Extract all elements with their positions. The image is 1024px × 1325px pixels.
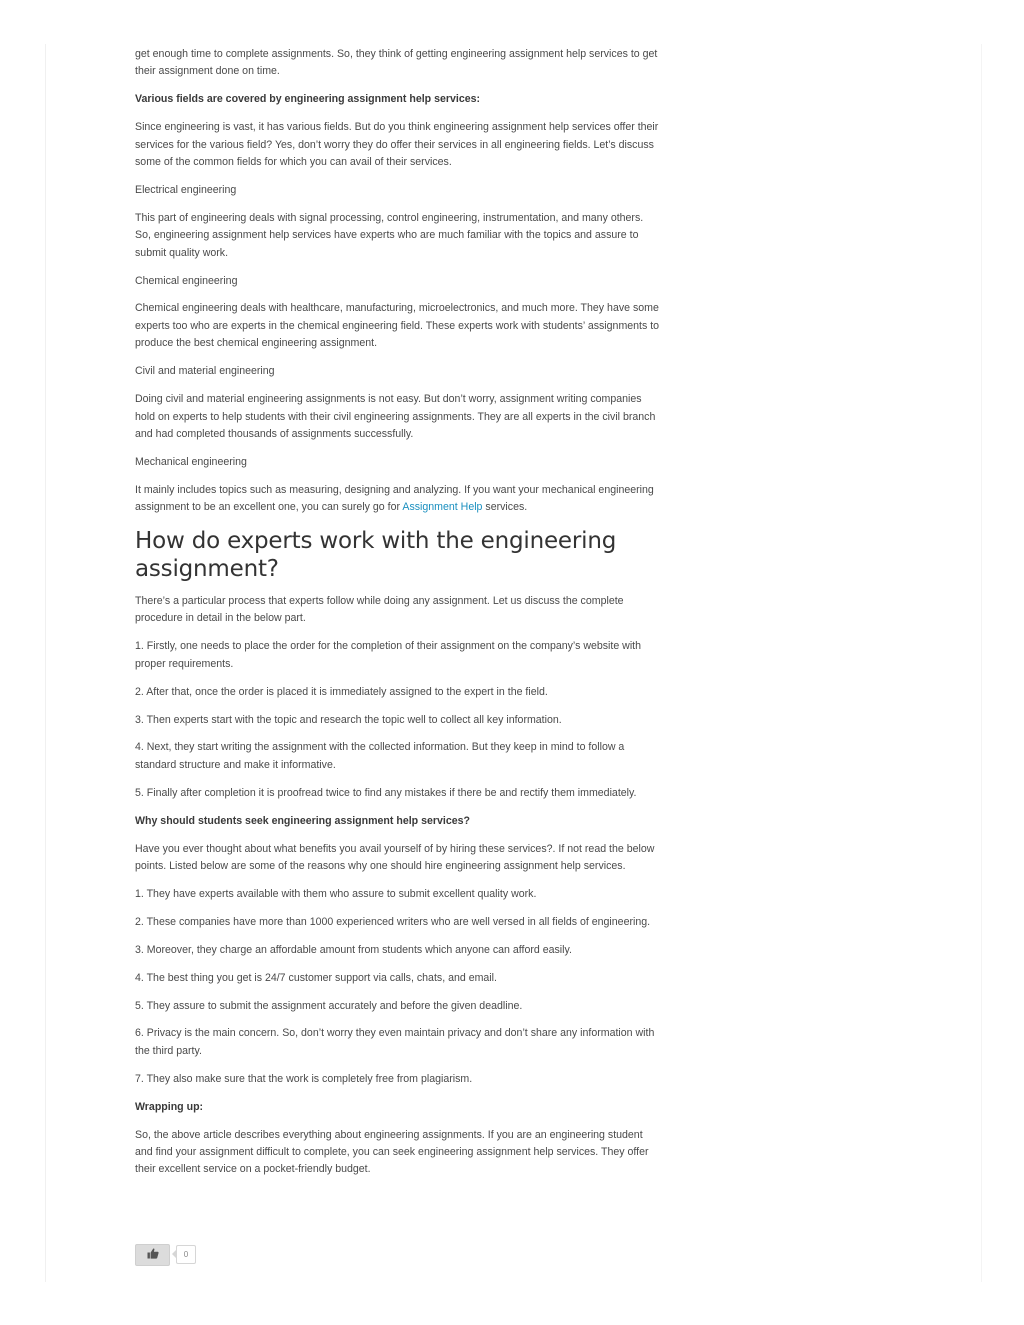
- how-heading: How do experts work with the engineering assignment?: [135, 528, 617, 583]
- chemical-text: Chemical engineering deals with healthcare, manufacturing, microelectronics, and much more. They have some experts too who are experts in the chemical engineering field. These experts work with students’ assignments to produce the best chemical engineering assignment.: [135, 302, 660, 350]
- like-count-wrapper: [176, 1245, 196, 1264]
- chemical-title: Chemical engineering: [135, 274, 238, 287]
- mechanical-text: [135, 482, 660, 517]
- reason-item: 6. Privacy is the main concern. So, don’t worry they even maintain privacy and don’t share any information with the third party.: [135, 1027, 655, 1057]
- reason-item: 4. The best thing you get is 24/7 customer support via calls, chats, and email.: [135, 971, 497, 984]
- mechanical-text-before: It mainly includes topics such as measuring, designing and analyzing. If you want your mechanical engineering assignment to be an excellent one, you can surely go for: [135, 483, 654, 514]
- like-bar: [135, 1244, 196, 1265]
- electrical-title: Electrical engineering: [135, 183, 237, 196]
- step-item: 5. Finally after completion it is proofread twice to find any mistakes if there be and rectify them immediately.: [135, 786, 637, 799]
- article-body: [135, 46, 660, 1189]
- why-intro: Have you ever thought about what benefits you avail yourself of by hiring these services?. If not read the below points. Listed below are some of the reasons why one should hire engineering assignment help services.: [135, 842, 655, 872]
- assignment-help-link[interactable]: Assignment Help: [402, 501, 483, 514]
- wrap-heading: Wrapping up:: [135, 1100, 204, 1113]
- paragraph-intro: get enough time to complete assignments. So, they think of getting engineering assignment help services to get their assignment done on time.: [135, 48, 658, 78]
- step-item: 2. After that, once the order is placed it is immediately assigned to the expert in the field.: [135, 685, 548, 698]
- mechanical-title: Mechanical engineering: [135, 455, 247, 468]
- reason-item: 2. These companies have more than 1000 experienced writers who are well versed in all fields of engineering.: [135, 915, 651, 928]
- step-item: 1. Firstly, one needs to place the order for the completion of their assignment on the company’s website with proper requirements.: [135, 640, 642, 670]
- thumbs-up-icon: [147, 1246, 159, 1264]
- wrap-text: So, the above article describes everything about engineering assignments. If you are an engineering student and find your assignment difficult to complete, you can seek engineering assignment help services. They offer their excellent service on a pocket-friendly budget.: [135, 1128, 649, 1176]
- why-heading: Why should students seek engineering assignment help services?: [135, 814, 470, 827]
- step-item: 4. Next, they start writing the assignment with the collected information. But they keep in mind to follow a standard structure and make it informative.: [135, 741, 625, 771]
- civil-text: Doing civil and material engineering assignments is not easy. But don’t worry, assignment writing companies hold on experts to help students with their civil engineering assignments. They are all experts in the civil branch and had completed thousands of assignments successfully.: [135, 393, 656, 440]
- how-intro: There’s a particular process that experts follow while doing any assignment. Let us discuss the complete procedure in detail in the below part.: [135, 595, 624, 625]
- mechanical-text-after: services.: [482, 501, 528, 514]
- fields-heading: Various fields are covered by engineering assignment help services:: [135, 93, 481, 106]
- reason-item: 5. They assure to submit the assignment accurately and before the given deadline.: [135, 999, 523, 1012]
- like-count: 0: [176, 1245, 196, 1264]
- reason-item: 1. They have experts available with them who assure to submit excellent quality work.: [135, 887, 537, 900]
- like-button[interactable]: [135, 1244, 170, 1266]
- fields-intro: Since engineering is vast, it has various fields. But do you think engineering assignment help services offer their services for the various field? Yes, don’t worry they do offer their services in all engineering fields. Let’s discuss some of the common fields for which you can avail of their services.: [135, 121, 659, 169]
- reason-item: 7. They also make sure that the work is completely free from plagiarism.: [135, 1072, 473, 1085]
- civil-title: Civil and material engineering: [135, 365, 275, 378]
- reason-item: 3. Moreover, they charge an affordable amount from students which anyone can afford easily.: [135, 943, 572, 956]
- electrical-text: This part of engineering deals with signal processing, control engineering, instrumentation, and many others. So, engineering assignment help services have experts who are much familiar with the topics and assure to submit quality work.: [135, 211, 644, 259]
- step-item: 3. Then experts start with the topic and research the topic well to collect all key information.: [135, 713, 562, 726]
